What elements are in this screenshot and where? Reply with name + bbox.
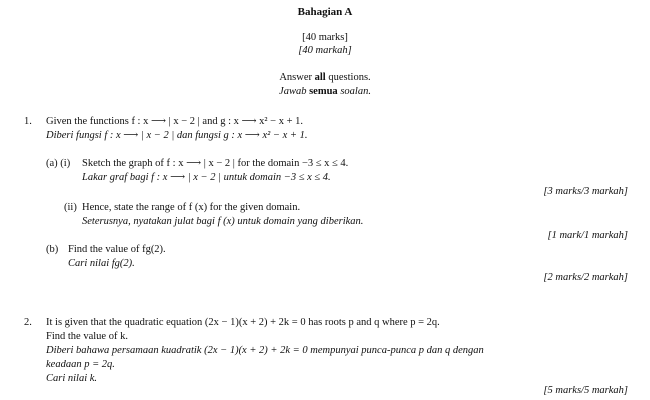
q1-b-en: Find the value of fg(2). — [68, 244, 166, 255]
q2-ms-line3: Cari nilai k. — [46, 373, 98, 384]
q1-number: 1. — [24, 116, 32, 127]
q1-aii-ms: Seterusnya, nyatakan julat bagi f (x) untuk domain yang diberikan. — [82, 216, 364, 227]
q2-en-line2: Find the value of k. — [46, 331, 128, 342]
q1-a-ms: Lakar graf bagi f : x ⟶ | x − 2 | untuk domain −3 ≤ x ≤ 4. — [82, 172, 331, 183]
instruction-en-pre: Answer — [279, 72, 313, 83]
q1-aii-marks: [1 mark/1 markah] — [547, 230, 628, 241]
q1-ms: Diberi fungsi f : x ⟶ | x − 2 | dan fungsi g : x ⟶ x² − x + 1. — [46, 130, 308, 141]
instruction-ms-bold: semua — [309, 86, 338, 97]
instruction-en-bold: all — [314, 72, 326, 83]
section-title: Bahagian A — [297, 6, 353, 18]
q2-number: 2. — [24, 317, 32, 328]
q1-b-ms: Cari nilai fg(2). — [68, 258, 135, 269]
q1-en: Given the functions f : x ⟶ | x − 2 | and g : x ⟶ x² − x + 1. — [46, 116, 304, 127]
q2-en-line1: It is given that the quadratic equation (2x − 1)(x + 2) + 2k = 0 has roots p and q where p = 2q. — [46, 317, 440, 328]
q1-b-marks: [2 marks/2 markah] — [543, 272, 628, 283]
q1-b-label: (b) — [46, 244, 59, 255]
q1-aii-label: (ii) — [64, 202, 77, 213]
instruction-ms-post: soalan. — [340, 86, 371, 97]
q2-ms-line2: keadaan p = 2q. — [46, 359, 115, 370]
section-marks-en: [40 marks] — [302, 32, 348, 43]
q1-a-marks: [3 marks/3 markah] — [543, 186, 628, 197]
q2-marks: [5 marks/5 markah] — [543, 385, 628, 396]
q2-ms-line1: Diberi bahawa persamaan kuadratik (2x − 1)(x + 2) + 2k = 0 mempunyai punca-punca p dan q dengan — [46, 345, 484, 356]
q1-aii-en: Hence, state the range of f (x) for the given domain. — [82, 202, 301, 213]
section-marks-ms: [40 markah] — [298, 45, 352, 56]
instruction-en — [0, 72, 650, 84]
instruction-en-post: questions. — [328, 72, 371, 83]
q1-a-en: Sketch the graph of f : x ⟶ | x − 2 | for the domain −3 ≤ x ≤ 4. — [82, 158, 349, 169]
q1-a-label: (a) (i) — [46, 158, 71, 169]
instruction-ms — [0, 86, 650, 98]
instruction-ms-pre: Jawab — [279, 86, 307, 97]
